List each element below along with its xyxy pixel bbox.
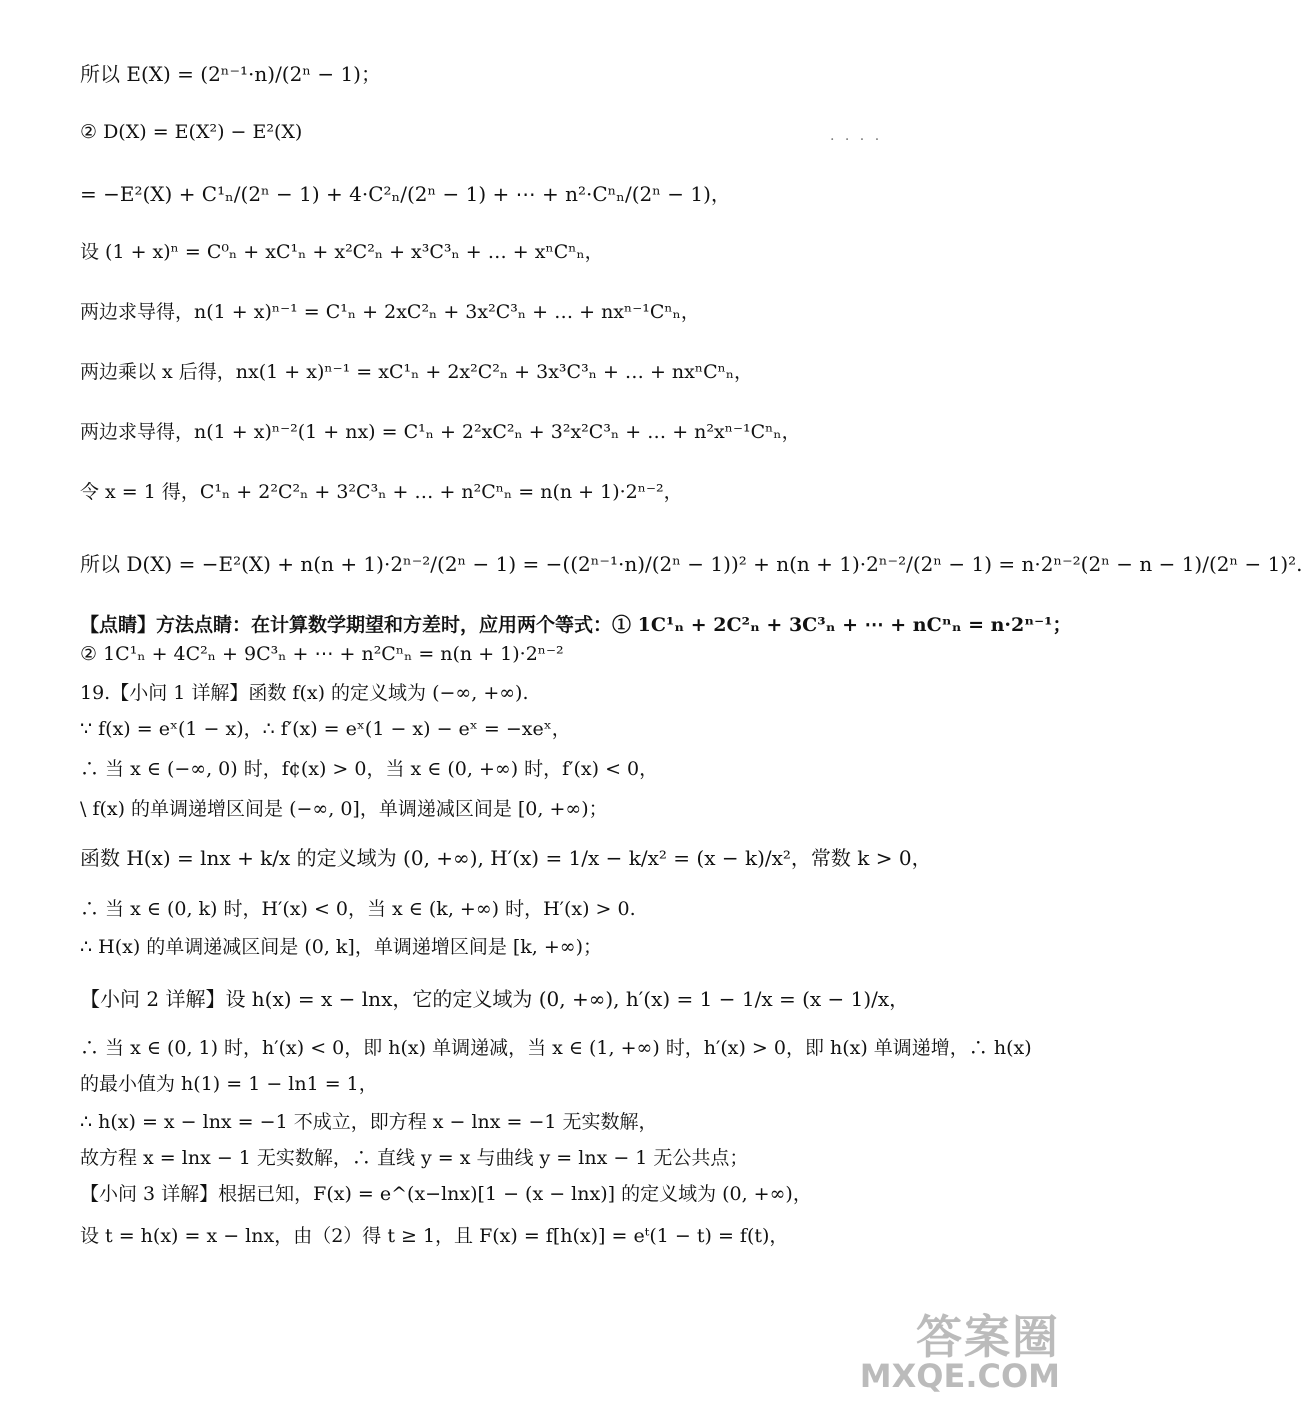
expectation-result: 所以 E(X) = (2ⁿ⁻¹·n)/(2ⁿ − 1)； <box>80 62 381 86</box>
binomial-setup: 设 (1 + x)ⁿ = C⁰ₙ + xC¹ₙ + x²C²ₙ + x³C³ₙ + … + xⁿCⁿₙ， <box>80 241 604 263</box>
f-sign-analysis: ∴ 当 x ∈ (−∞, 0) 时，f¢(x) > 0，当 x ∈ (0, +∞) 时，f′(x) < 0， <box>80 758 659 780</box>
stray-mark: . . . . <box>830 128 883 144</box>
site-watermark <box>860 1301 1060 1401</box>
variance-expansion: = −E²(X) + C¹ₙ/(2ⁿ − 1) + 4·C²ₙ/(2ⁿ − 1) + ⋯ + n²·Cⁿₙ/(2ⁿ − 1)， <box>80 182 731 206</box>
first-derivative: 两边求导得，n(1 + x)ⁿ⁻¹ = C¹ₙ + 2xC²ₙ + 3x²C³ₙ + … + nxⁿ⁻¹Cⁿₙ， <box>80 301 700 323</box>
q19-part3-heading: 【小问 3 详解】根据已知，F(x) = e^(x−lnx)[1 − (x − lnx)] 的定义域为 (0, +∞)， <box>80 1183 812 1205</box>
h-small-analysis: ∴ 当 x ∈ (0, 1) 时，h′(x) < 0，即 h(x) 单调递减，当 x ∈ (1, +∞) 时，h′(x) > 0，即 h(x) 单调递增，∴ h(x) <box>80 1037 1032 1059</box>
h-function-definition: 函数 H(x) = lnx + k/x 的定义域为 (0, +∞), H′(x) = 1/x − k/x² = (x − k)/x²，常数 k > 0， <box>80 846 932 870</box>
f-monotonic-intervals: \ f(x) 的单调递增区间是 (−∞, 0]，单调递减区间是 [0, +∞)； <box>80 798 608 820</box>
q19-part2-heading: 【小问 2 详解】设 h(x) = x − lnx，它的定义域为 (0, +∞), h′(x) = 1 − 1/x = (x − 1)/x， <box>80 987 910 1011</box>
method-remark: 【点睛】方法点睛：在计算数学期望和方差时，应用两个等式：① 1C¹ₙ + 2C²ₙ + 3C³ₙ + ⋯ + nCⁿₙ = n·2ⁿ⁻¹； <box>80 614 1072 636</box>
method-remark-2: ② 1C¹ₙ + 4C²ₙ + 9C³ₙ + ⋯ + n²Cⁿₙ = n(n + 1)·2ⁿ⁻² <box>80 643 564 665</box>
let-x-equal-one: 令 x = 1 得，C¹ₙ + 2²C²ₙ + 3²C³ₙ + … + n²Cⁿₙ = n(n + 1)·2ⁿ⁻²， <box>80 481 683 503</box>
no-common-point: 故方程 x = lnx − 1 无实数解，∴ 直线 y = x 与曲线 y = lnx − 1 无公共点； <box>80 1147 749 1169</box>
watermark-cn: 答案圈 <box>916 1310 1060 1364</box>
h-sign-analysis: ∴ 当 x ∈ (0, k) 时，H′(x) < 0，当 x ∈ (k, +∞) 时，H′(x) > 0. <box>80 898 636 920</box>
variance-definition: ② D(X) = E(X²) − E²(X) <box>80 121 303 143</box>
substitution-step: 设 t = h(x) = x − lnx，由（2）得 t ≥ 1，且 F(x) = f[h(x)] = eᵗ(1 − t) = f(t)， <box>80 1225 789 1247</box>
watermark-en: MXQE.COM <box>859 1357 1060 1395</box>
q19-part1-heading: 19.【小问 1 详解】函数 f(x) 的定义域为 (−∞, +∞). <box>80 682 529 704</box>
f-derivative: ∵ f(x) = eˣ(1 − x)，∴ f′(x) = eˣ(1 − x) − eˣ = −xeˣ， <box>80 718 571 740</box>
no-solution-statement: ∴ h(x) = x − lnx = −1 不成立，即方程 x − lnx = −1 无实数解， <box>80 1111 658 1133</box>
multiply-by-x: 两边乘以 x 后得，nx(1 + x)ⁿ⁻¹ = xC¹ₙ + 2x²C²ₙ + 3x³C³ₙ + … + nxⁿCⁿₙ， <box>80 361 754 383</box>
second-derivative: 两边求导得，n(1 + x)ⁿ⁻²(1 + nx) = C¹ₙ + 2²xC²ₙ + 3²x²C³ₙ + … + n²xⁿ⁻¹Cⁿₙ， <box>80 421 801 443</box>
h-monotonic-intervals: ∴ H(x) 的单调递减区间是 (0, k]，单调递增区间是 [k, +∞)； <box>80 936 603 958</box>
variance-result: 所以 D(X) = −E²(X) + n(n + 1)·2ⁿ⁻²/(2ⁿ − 1) = −((2ⁿ⁻¹·n)/(2ⁿ − 1))² + n(n + 1)·2ⁿ⁻²/(2ⁿ − 1) = n·2ⁿ⁻²(2ⁿ − n − 1)/(2ⁿ − 1)². <box>80 552 1303 576</box>
h-minimum-value: 的最小值为 h(1) = 1 − ln1 = 1， <box>80 1073 378 1095</box>
